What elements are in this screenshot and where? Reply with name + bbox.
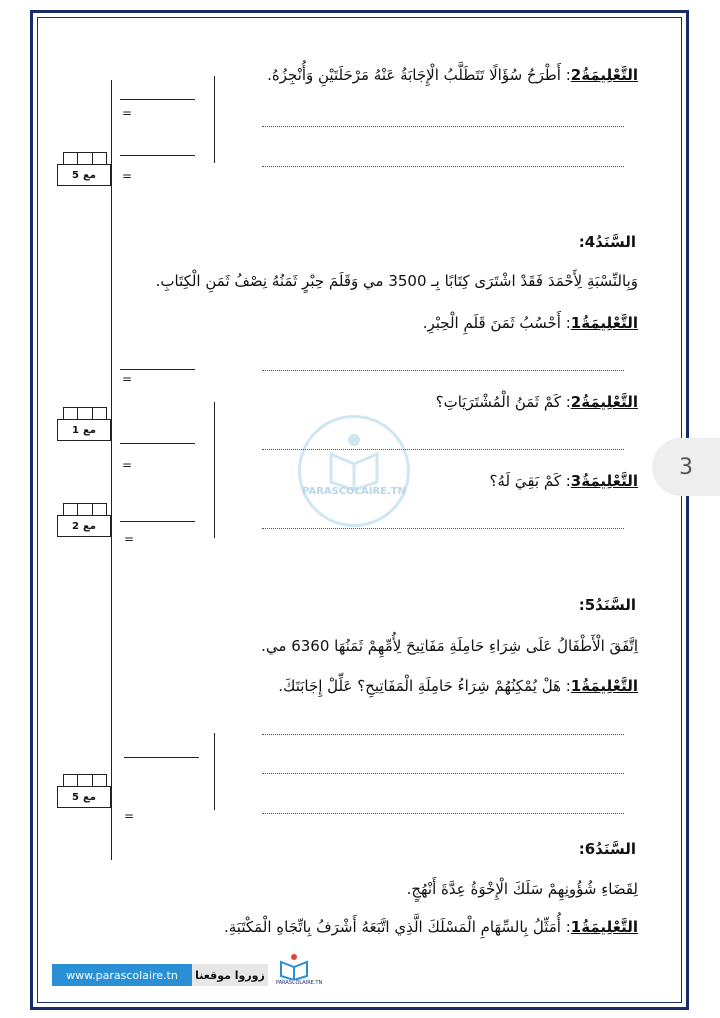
footer-logo (276, 952, 323, 986)
margin-separator (214, 402, 215, 538)
equals-mark: = (122, 169, 133, 183)
instruction-line (224, 918, 638, 936)
instruction-text: : أُمَثِّلُ بِالسِّهَامِ الْمَسْلَكَ الَّذِي اتَّبَعَهُ أَشْرَفُ بِاتِّجَاهِ الْمَكْتَبَةِ. (223, 918, 571, 936)
section-heading: السَّنَدُ5: (578, 596, 636, 614)
footer-logo-text: PARASCOLAIRE.TN (276, 980, 323, 986)
equals-mark: = (122, 458, 133, 472)
section-body: وَبِالنِّسْبَةِ لِأَحْمَدَ فَقَدْ اشْتَرَى كِتَابًا بِـ 3500 مي وَقَلَمَ حِبْرٍ ثَمَنُهُ نِصْفُ ثَمَنِ الْكِتَابِ. (155, 272, 638, 290)
mark-score: 5 (72, 169, 79, 181)
answer-line[interactable] (262, 813, 624, 814)
margin-tick (120, 521, 195, 522)
margin-tick (120, 443, 195, 444)
answer-line[interactable] (262, 449, 624, 450)
instruction-label: التَّعْلِيمَةُ1 (570, 314, 638, 332)
section-heading: السَّنَدُ4: (578, 233, 636, 251)
page-number: 3 (652, 438, 720, 496)
mark-box (57, 152, 111, 187)
instruction-label: التَّعْلِيمَةُ3 (570, 472, 638, 490)
mark-score: 5 (72, 791, 79, 803)
equals-mark: = (124, 532, 135, 546)
instruction-label: التَّعْلِيمَةُ2 (570, 393, 638, 411)
mark-criterion: مع (82, 169, 96, 181)
watermark-text: PARASCOLAIRE.TN (302, 486, 406, 497)
mark-box (57, 503, 111, 538)
mark-box (57, 407, 111, 442)
instruction-text: : هَلْ يُمْكِنُهُمْ شِرَاءُ حَامِلَةِ الْمَفَاتِيحِ؟ عَلِّلْ إِجَابَتَكَ. (278, 677, 571, 695)
mark-score: 2 (72, 520, 79, 532)
instruction-line (423, 314, 638, 332)
instruction-label: التَّعْلِيمَةُ1 (570, 677, 638, 695)
mark-criterion: مع (82, 520, 96, 532)
instruction-line (489, 472, 638, 490)
instruction-text: : كَمْ ثَمَنُ الْمُشْتَرَيَاتِ؟ (435, 393, 571, 411)
mark-score: 1 (72, 424, 79, 436)
answer-line[interactable] (262, 734, 624, 735)
margin-tick (124, 757, 199, 758)
section-body: اِتَّفَقَ الْأَطْفَالُ عَلَى شِرَاءِ حَامِلَةِ مَفَاتِيحَ لِأُمِّهِمْ ثَمَنُهَا 6360 مي. (261, 637, 638, 655)
book-icon (301, 418, 407, 524)
watermark-logo (298, 415, 410, 527)
margin-separator (214, 733, 215, 810)
instruction-text: : كَمْ بَقِيَ لَهُ؟ (489, 472, 571, 490)
equals-mark: = (124, 809, 135, 823)
answer-line[interactable] (262, 370, 624, 371)
section-body: لِقَضَاءِ شُؤُونِهِمْ سَلَكَ الْإِخْوَةُ عِدَّةَ أَنْهُجٍ. (406, 880, 638, 898)
equals-mark: = (122, 372, 133, 386)
instruction-line (278, 677, 638, 695)
margin-separator (214, 76, 215, 163)
margin-tick (120, 99, 195, 100)
instruction-text: : أَطْرَحُ سُؤَالًا تَتَطَلَّبُ الْإِجَابَةُ عَنْهُ مَرْحَلَتَيْنِ وَأُنْجِزُهُ. (267, 66, 571, 84)
book-icon (276, 952, 312, 980)
instruction-text: : أَحْسُبُ ثَمَنَ قَلَمِ الْحِبْرِ. (422, 314, 571, 332)
instruction-line (267, 66, 638, 84)
footer-visit-link[interactable]: زوروا موقعنا (192, 964, 268, 986)
answer-line[interactable] (262, 528, 624, 529)
margin-line (111, 80, 112, 860)
mark-box (57, 774, 111, 809)
mark-criterion: مع (82, 424, 96, 436)
section-heading: السَّنَدُ6: (578, 840, 636, 858)
answer-line[interactable] (262, 126, 624, 127)
footer-url-link[interactable]: www.parascolaire.tn (52, 964, 192, 986)
margin-tick (120, 155, 195, 156)
equals-mark: = (122, 106, 133, 120)
answer-line[interactable] (262, 166, 624, 167)
instruction-label: التَّعْلِيمَةُ2 (570, 66, 638, 84)
instruction-line (436, 393, 638, 411)
answer-line[interactable] (262, 773, 624, 774)
mark-criterion: مع (82, 791, 96, 803)
margin-tick (120, 369, 195, 370)
instruction-label: التَّعْلِيمَةُ1 (570, 918, 638, 936)
